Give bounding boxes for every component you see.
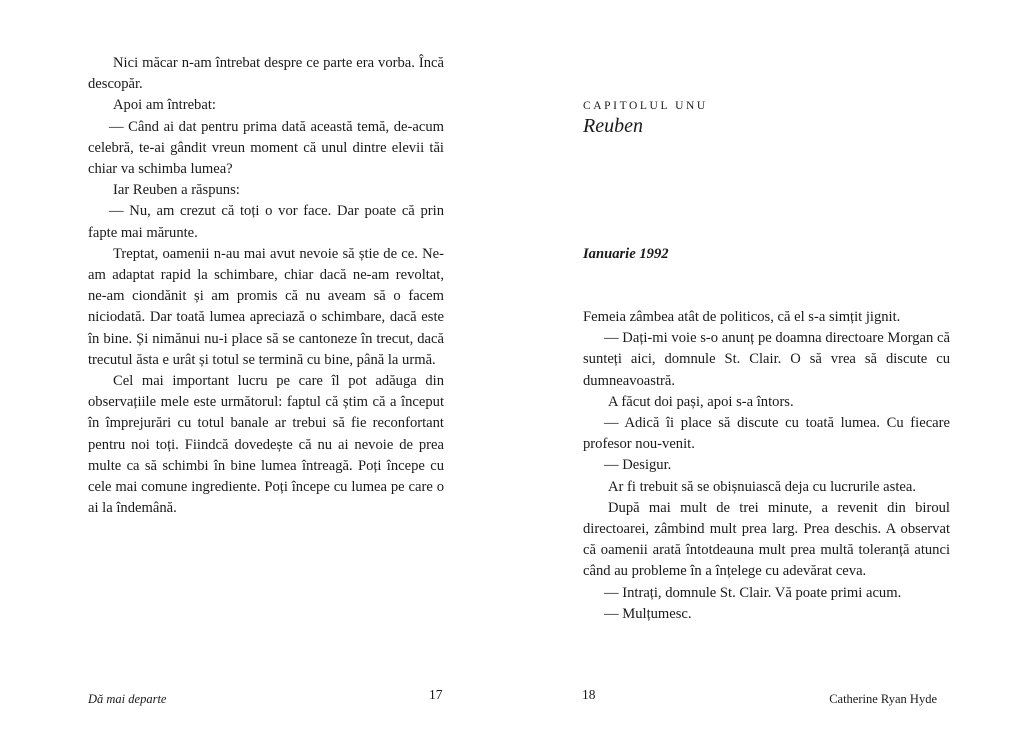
left-body-text — [88, 53, 444, 519]
right-body-text — [583, 307, 950, 625]
date-heading: Ianuarie 1992 — [583, 246, 669, 262]
paragraph: Ar fi trebuit să se obișnuiască deja cu lucrurile astea. — [608, 478, 916, 495]
running-footer-author: Catherine Ryan Hyde — [829, 692, 937, 706]
paragraph: A făcut doi pași, apoi s-a întors. — [608, 393, 794, 410]
paragraph: După mai mult de trei minute, a revenit din biroul directoarei, zâmbind mult prea larg. Prea deschis. A observat că oamenii arată întotdeauna mult prea multă toleranță atunci când au probleme în a înțelege cu adevărat ceva. — [583, 499, 950, 580]
chapter-title: Reuben — [583, 115, 643, 137]
running-footer-book-title: Dă mai departe — [88, 692, 167, 706]
right-page — [512, 0, 1024, 748]
paragraph: Treptat, oamenii n-au mai avut nevoie să știe de ce. Ne-am adaptat rapid la schimbare, chiar dacă ne-am revoltat, ne-am ciondănit și am promis că nu aveam să o facem niciodată. Dar toată lumea apreciază o schimbare, dacă este în bine. Și nimănui nu-i place să se cantoneze în trecut, dacă trecutul ăsta e urât și totul se termină cu bine, până la urmă. — [88, 245, 444, 368]
dialog-line: — Adică îi place să discute cu toată lumea. Cu fiecare profesor nou-venit. — [583, 415, 950, 453]
paragraph: Cel mai important lucru pe care îl pot adăuga din observațiile mele este următorul: faptul că știm că a început în împrejurări cu totul banale ar trebui să fie reconfortant pentru noi toți. Fiindcă dovedește că nu ai nevoie de prea multe ca să schimbi în bine lumea întreagă. Poți începe cu cele mai comune ingrediente. Poți începe cu lumea pe care o ai la îndemână. — [88, 373, 444, 517]
dialog-line: — Dați-mi voie s-o anunț pe doamna directoare Morgan că sunteți aici, domnule St. Clair. O să vrea să discute cu dumneavoastră. — [583, 330, 950, 389]
paragraph: Nici măcar n-am întrebat despre ce parte era vorba. Încă descopăr. — [88, 55, 444, 93]
page-number-right: 18 — [582, 687, 596, 702]
dialog-line: — Mulțumesc. — [604, 605, 692, 622]
chapter-label: CAPITOLUL UNU — [583, 100, 708, 112]
page-number-left: 17 — [429, 687, 443, 702]
paragraph: Femeia zâmbea atât de politicos, că el s-a simțit jignit. — [583, 309, 901, 325]
paragraph: Iar Reuben a răspuns: — [113, 182, 240, 199]
dialog-line: — Desigur. — [604, 457, 672, 474]
dialog-line: — Intrați, domnule St. Clair. Vă poate primi acum. — [604, 584, 902, 601]
dialog-line: — Nu, am crezut că toți o vor face. Dar poate că prin fapte mai mărunte. — [88, 203, 444, 241]
dialog-line: — Când ai dat pentru prima dată această temă, de-acum celebră, te-ai gândit vreun moment că unul dintre elevii tăi chiar va schimba lumea? — [88, 118, 444, 178]
paragraph: Apoi am întrebat: — [113, 97, 216, 114]
